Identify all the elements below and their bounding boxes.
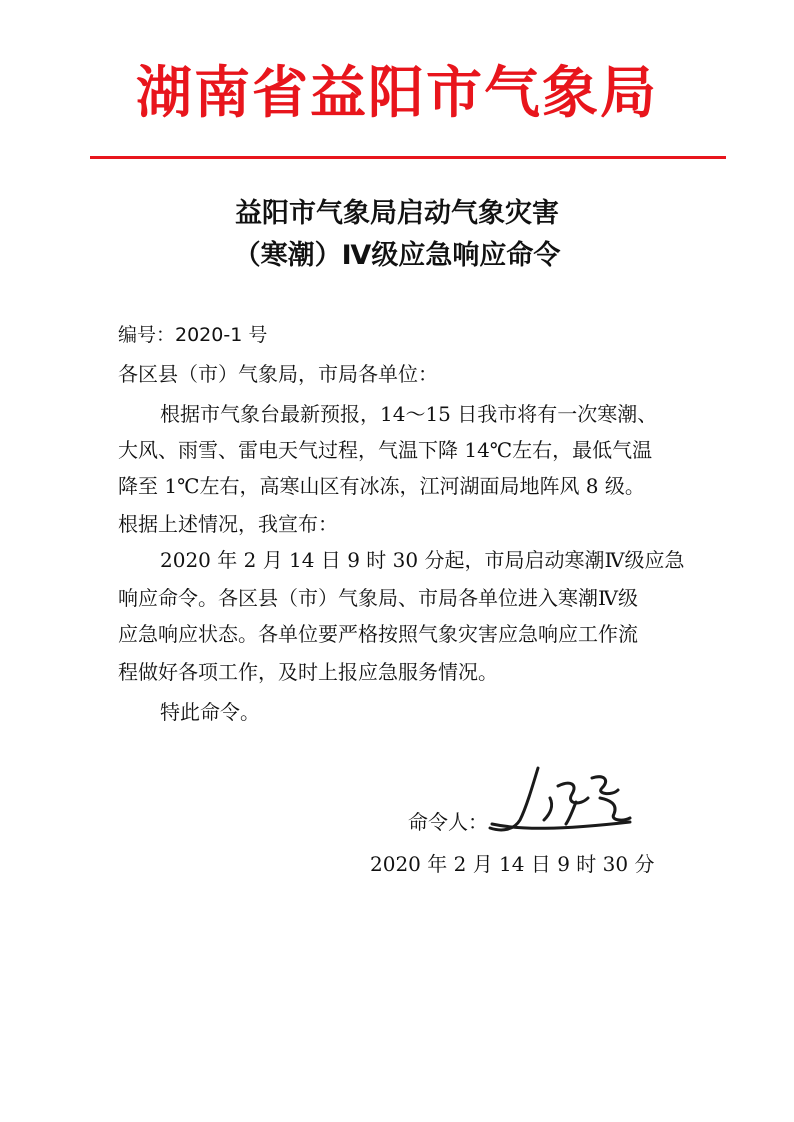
document-number: 编号：2020-1 号 bbox=[118, 324, 268, 346]
body-line: 降至 1℃左右，高寒山区有冰冻，江河湖面局地阵风 8 级。 bbox=[118, 474, 645, 498]
body-line: 根据上述情况，我宣布： bbox=[118, 512, 338, 536]
body-line: 根据市气象台最新预报，14～15 日我市将有一次寒潮、 bbox=[160, 402, 658, 426]
body-line: 2020 年 2 月 14 日 9 时 30 分起，市局启动寒潮Ⅳ级应急 bbox=[160, 548, 685, 572]
masthead-red-rule bbox=[90, 156, 726, 159]
closing-line: 特此命令。 bbox=[160, 700, 260, 724]
signature-label: 命令人： bbox=[408, 810, 488, 834]
document-title-line-2: （寒潮）Ⅳ级应急响应命令 bbox=[233, 240, 561, 271]
document-title-line-1: 益阳市气象局启动气象灾害 bbox=[235, 198, 559, 229]
body-line: 大风、雨雪、雷电天气过程，气温下降 14℃左右，最低气温 bbox=[118, 438, 653, 462]
masthead-title: 湖南省益阳市气象局 bbox=[136, 61, 658, 126]
signature-date: 2020 年 2 月 14 日 9 时 30 分 bbox=[370, 852, 655, 876]
body-line: 应急响应状态。各单位要严格按照气象灾害应急响应工作流 bbox=[118, 622, 638, 646]
body-line: 响应命令。各区县（市）气象局、市局各单位进入寒潮Ⅳ级 bbox=[118, 586, 638, 610]
handwritten-signature bbox=[480, 758, 650, 848]
body-line: 程做好各项工作，及时上报应急服务情况。 bbox=[118, 660, 498, 684]
salutation: 各区县（市）气象局，市局各单位： bbox=[118, 362, 438, 386]
